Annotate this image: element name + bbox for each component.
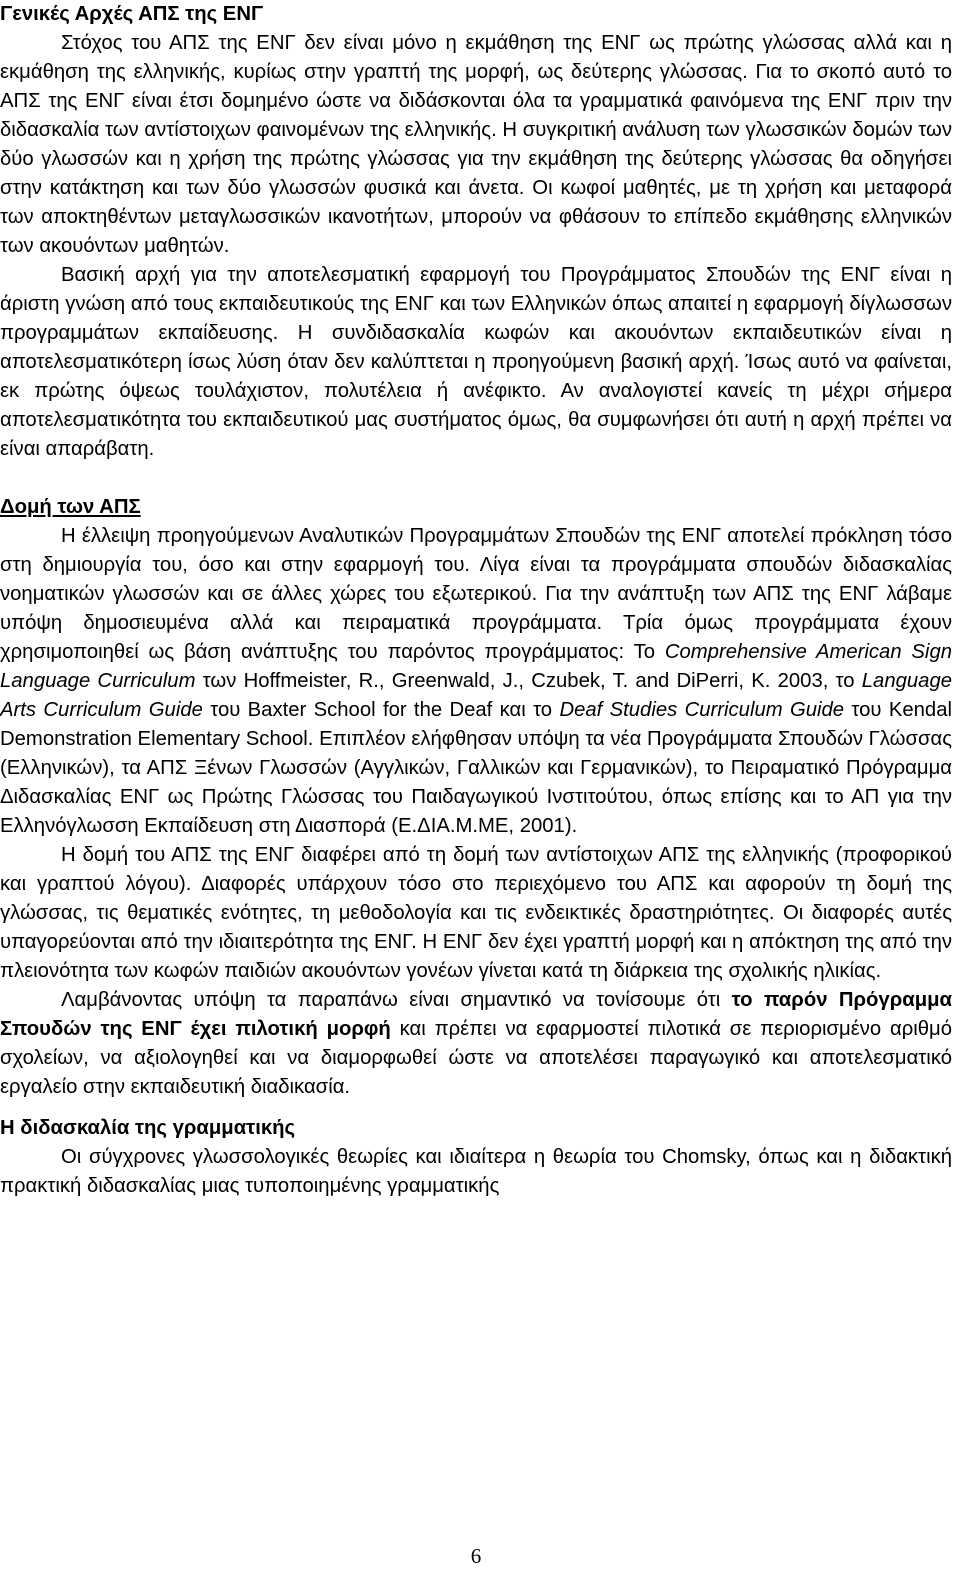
italic-title-language-arts: Language Arts Curriculum Guide xyxy=(0,670,953,721)
section-heading-grammar: Η διδασκαλία της γραμματικής xyxy=(0,1117,296,1139)
paragraph-structure-3 xyxy=(0,986,952,1102)
section-heading-general-principles: Γενικές Αρχές ΑΠΣ της ΕΝΓ xyxy=(0,3,264,25)
paragraph-text: Λαμβάνοντας υπόψη τα παραπάνω είναι σημαντικό να τονίσουμε ότι xyxy=(61,989,732,1011)
paragraph-general-2: Βασική αρχή για την αποτελεσματική εφαρμογή του Προγράμματος Σπουδών της ΕΝΓ είναι η άριστη γνώση από τους εκπαιδευτικούς της ΕΝΓ και των Ελληνικών όπως απαιτεί η εφαρμογή δίγλωσσων προγραμμάτων εκπαίδευσης. Η συνδιδασκαλία κωφών και ακουόντων εκπαιδευτικών είναι η αποτελεσματικότερη ίσως λύση όταν δεν καλύπτεται η προηγούμενη βασική αρχή. Ίσως αυτό να φαίνεται, εκ πρώτης όψεως τουλάχιστον, πολυτέλεια ή ανέφικτο. Αν αναλογιστεί κανείς τη μέχρι σήμερα αποτελεσματικότητα του εκπαιδευτικού μας συστήματος όμως, θα συμφωνήσει ότι αυτή η αρχή πρέπει να είναι απαράβατη. xyxy=(0,264,952,460)
paragraph-general-1: Στόχος του ΑΠΣ της ΕΝΓ δεν είναι μόνο η εκμάθηση της ΕΝΓ ως πρώτης γλώσσας αλλά και η εκμάθηση της ελληνικής, κυρίως στην γραπτή της μορφή, ως δεύτερης γλώσσας. Για το σκοπό αυτό το ΑΠΣ της ΕΝΓ είναι έτσι δομημένο ώστε να διδάσκονται όλα τα γραμματικά φαινόμενα της ΕΝΓ πριν την διδασκαλία των αντίστοιχων φαινομένων της ελληνικής. Η συγκριτική ανάλυση των γλωσσικών δομών των δύο γλωσσών και η χρήση της πρώτης γλώσσας για την εκμάθηση της δεύτερης γλώσσας θα οδηγήσει στην κατάκτηση και των δύο γλωσσών φυσικά και άνετα. Οι κωφοί μαθητές, με τη χρήση και μεταφορά των αποκτηθέντων μεταγλωσσικών ικανοτήτων, μπορούν να φθάσουν το επίπεδο εκμάθησης ελληνικών των ακουόντων μαθητών. xyxy=(0,32,952,257)
paragraph-structure-1 xyxy=(0,522,952,841)
italic-title-comprehensive-asl: Comprehensive American Sign Language Curriculum xyxy=(0,641,953,692)
page-number: 6 xyxy=(470,1544,482,1568)
paragraph-text: του Baxter School for the Deaf και το xyxy=(202,699,560,721)
section-spacer xyxy=(0,464,952,493)
paragraph-text: Η έλλειψη προηγούμενων Αναλυτικών Προγραμμάτων Σπουδών της ΕΝΓ αποτελεί πρόκληση τόσο στη δημιουργία του, όσο και στην εφαρμογή του. Λίγα είναι τα προγράμματα σπουδών διδασκαλίας νοηματικών γλωσσών και σε άλλες χώρες του εξωτερικού. Για την ανάπτυξη των ΑΠΣ της ΕΝΓ λάβαμε υπόψη δημοσιευμένα αλλά και πειραματικά προγράμματα. Τρία όμως προγράμματα έχουν χρησιμοποιηθεί ως βάση ανάπτυξης του παρόντος προγράμματος: Το xyxy=(0,525,952,663)
bold-emphasis-pilot: το παρόν Πρόγραμμα Σπουδών της ΕΝΓ έχει πιλοτική μορφή xyxy=(0,989,953,1040)
italic-title-deaf-studies: Deaf Studies Curriculum Guide xyxy=(559,699,845,721)
paragraph-text: του Kendal Demonstration Elementary School. Επιπλέον ελήφθησαν υπόψη τα νέα Προγράμματα Σπουδών Γλώσσας (Ελληνικών), τα ΑΠΣ Ξένων Γλωσσών (Αγγλικών, Γαλλικών και Γερμανικών), το Πειραματικό Πρόγραμμα Διδασκαλίας ΕΝΓ ως Πρώτης Γλώσσας του Παιδαγωγικού Ινστιτούτου, όπως επίσης και το ΑΠ για την Ελληνόγλωσση Εκπαίδευση στη Διασπορά (Ε.ΔΙΑ.Μ.ΜΕ, 2001). xyxy=(0,699,952,837)
paragraph-text: των Hoffmeister, R., Greenwald, J., Czubek, T. and DiPerri, K. 2003, το xyxy=(195,670,862,692)
paragraph-grammar-1: Οι σύγχρονες γλωσσολογικές θεωρίες και ιδιαίτερα η θεωρία του Chomsky, όπως και η διδακτική πρακτική διδασκαλίας μιας τυποποιημένης γραμματικής xyxy=(0,1146,952,1197)
section-heading-structure: Δομή των ΑΠΣ xyxy=(0,496,141,518)
paragraph-text: και πρέπει να εφαρμοστεί πιλοτικά σε περιορισμένο αριθμό σχολείων, να αξιολογηθεί και να διαμορφωθεί ώστε να αποτελέσει παραγωγικό και αποτελεσματικό εργαλείο στην εκπαιδευτική διαδικασία. xyxy=(0,1018,952,1098)
paragraph-structure-2: Η δομή του ΑΠΣ της ΕΝΓ διαφέρει από τη δομή των αντίστοιχων ΑΠΣ της ελληνικής (προφορικού και γραπτού λόγου). Διαφορές υπάρχουν τόσο στο περιεχόμενο του ΑΠΣ και αφορούν τη δομή της γλώσσας, τις θεματικές ενότητες, τη μεθοδολογία και τις ενδεικτικές δραστηριότητες. Οι διαφορές αυτές υπαγορεύονται από την ιδιαιτερότητα της ΕΝΓ. Η ΕΝΓ δεν έχει γραπτή μορφή και η απόκτηση της από την πλειονότητα των κωφών παιδιών ακουόντων γονέων γίνεται κατά τη διάρκεια της σχολικής ηλικίας. xyxy=(0,844,952,982)
section-spacer xyxy=(0,1102,952,1114)
